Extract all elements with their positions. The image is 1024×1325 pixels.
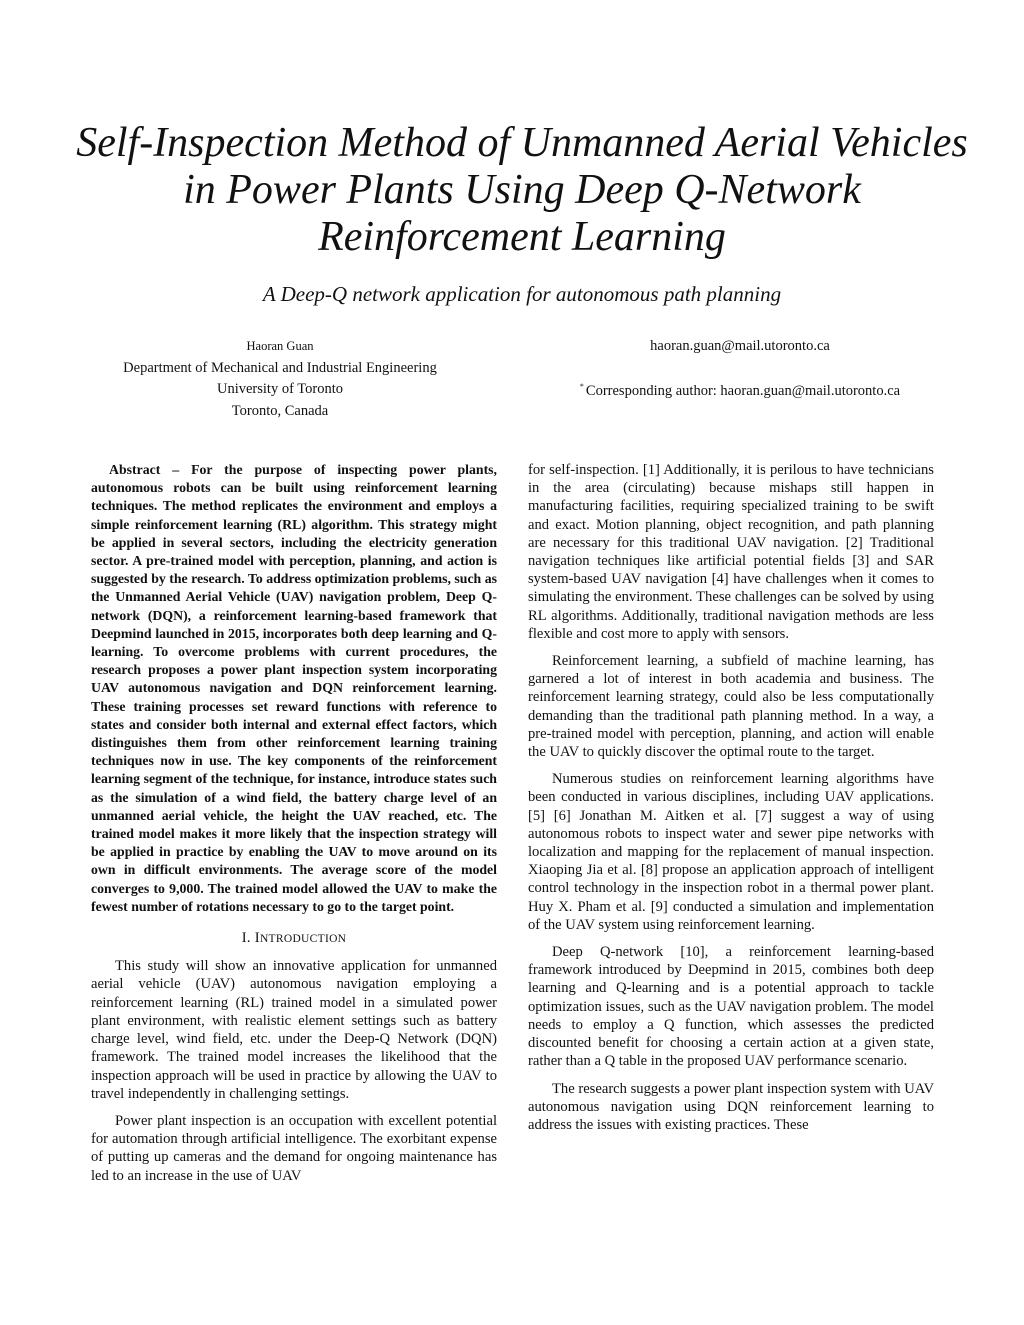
- paper-subtitle: A Deep-Q network application for autonomous path planning: [262, 282, 782, 306]
- paper-title: Self-Inspection Method of Unmanned Aerial Vehicles in Power Plants Using Deep Q-Network Reinforcement Learning: [76, 120, 968, 260]
- intro-paragraph-2: Power plant inspection is an occupation with excellent potential for automation through artificial intelligence. The exorbitant expense of putting up cameras and the demand for ongoing maintenance has led to an increase in the use of UAV: [91, 1112, 497, 1184]
- corresponding-mark: *: [579, 381, 584, 391]
- author-location: Toronto, Canada: [231, 402, 329, 419]
- author-university: University of Toronto: [217, 381, 343, 397]
- section-initial: I: [254, 930, 260, 947]
- author-department: Department of Mechanical and Industrial Engineering: [123, 359, 437, 376]
- section-number: I.: [241, 930, 251, 947]
- abstract: Abstract – For the purpose of inspecting power plants, autonomous robots can be built using reinforcement learning techniques. The method replicates the environment and employs a simple reinforcement learning (RL) algorithm. This strategy might be applied in several sectors, including the electricity generation sector. A pre-trained model with perception, planning, and action is suggested by the research. To address optimization problems, such as the Unmanned Aerial Vehicle (UAV) navigation problem, Deep Q-network (DQN), a reinforcement learning-based framework that Deepmind launched in 2015, incorporates both deep learning and Q-learning. To overcome problems with current procedures, the research proposes a power plant inspection system incorporating UAV autonomous navigation and DQN reinforcement learning. These training processes set reward functions with reference to states and consider both internal and external effect factors, which distinguishes them from other reinforcement learning training techniques now in use. The key components of the reinforcement learning segment of the technique, for instance, introduce states such as the simulation of a wind field, the battery charge level of an unmanned aerial vehicle, the height the UAV reached, etc. The trained model makes it more likely that the inspection strategy will be applied in practice by enabling the UAV to move around on its own in difficult environments. The average score of the model converges to 9,000. The trained model allowed the UAV to make the fewest number of rotations necessary to go to the target point.: [91, 462, 497, 914]
- right-column: [528, 461, 934, 1143]
- author-name: Haoran Guan: [246, 339, 314, 353]
- left-column: [91, 461, 497, 1194]
- intro-paragraph-5: Deep Q-network [10], a reinforcement learning-based framework introduced by Deepmind in 2015, combines both deep learning and Q-learning and is a potential approach to tackle optimization issues, such as the UAV navigation problem. The model needs to employ a Q function, which assesses the predicted discounted benefit for choosing a certain action at a given state, rather than a Q table in the proposed UAV performance scenario.: [528, 944, 934, 1070]
- section-title-rest: NTRODUCTION: [259, 933, 347, 946]
- corresponding-author-text: Corresponding author: haoran.guan@mail.utoronto.ca: [585, 382, 901, 399]
- continued-paragraph: for self-inspection. [1] Additionally, it is perilous to have technicians in the area (circulating) because mishaps still happen in manufacturing facilities, requiring specialized training to be swift and exact. Motion planning, object recognition, and path planning are necessary for this traditional UAV navigation. [2] Traditional navigation techniques like artificial potential fields [3] and SAR system-based UAV navigation [4] have challenges when it comes to simulating the environment. These challenges can be solved by using RL algorithms. Additionally, traditional navigation methods are less flexible and cost more to apply with sensors.: [528, 462, 934, 642]
- contact-block: [540, 336, 940, 402]
- intro-paragraph-4: Numerous studies on reinforcement learning algorithms have been conducted in various disciplines, including UAV applications. [5] [6] Jonathan M. Aitken et al. [7] suggest a way of using autonomous robots to inspect water and sewer pipe networks with localization and mapping for the replacement of manual inspection. Xiaoping Jia et al. [8] propose an application approach of intelligent control technology in the inspection robot in a thermal power plant. Huy X. Pham et al. [9] conducted a simulation and implementation of the UAV system using reinforcement learning.: [528, 771, 934, 933]
- author-email[interactable]: haoran.guan@mail.utoronto.ca: [650, 338, 830, 354]
- corresponding-author: [540, 376, 940, 403]
- author-block: [80, 336, 480, 422]
- intro-paragraph-3: Reinforcement learning, a subfield of machine learning, has garnered a lot of interest in both academia and business. The reinforcement learning strategy, could also be less computationally demanding than the traditional path planning method. In a way, a pre-trained model with perception, planning, and action will enable the UAV to quickly discover the optimal route to the target.: [528, 653, 934, 761]
- section-heading-introduction: [91, 929, 497, 948]
- intro-paragraph-6: The research suggests a power plant inspection system with UAV autonomous navigation using DQN reinforcement learning to address the issues with existing practices. These: [528, 1080, 934, 1133]
- intro-paragraph-1: This study will show an innovative application for unmanned aerial vehicle (UAV) autonomous navigation employing a reinforcement learning (RL) trained model in a simulated power plant environment, with realistic element settings such as battery charge level, wind field, etc. under the Deep-Q Network (DQN) framework. The trained model increases the likelihood that the inspection approach will be used in practice by allowing the UAV to travel independently in challenging settings.: [91, 958, 497, 1102]
